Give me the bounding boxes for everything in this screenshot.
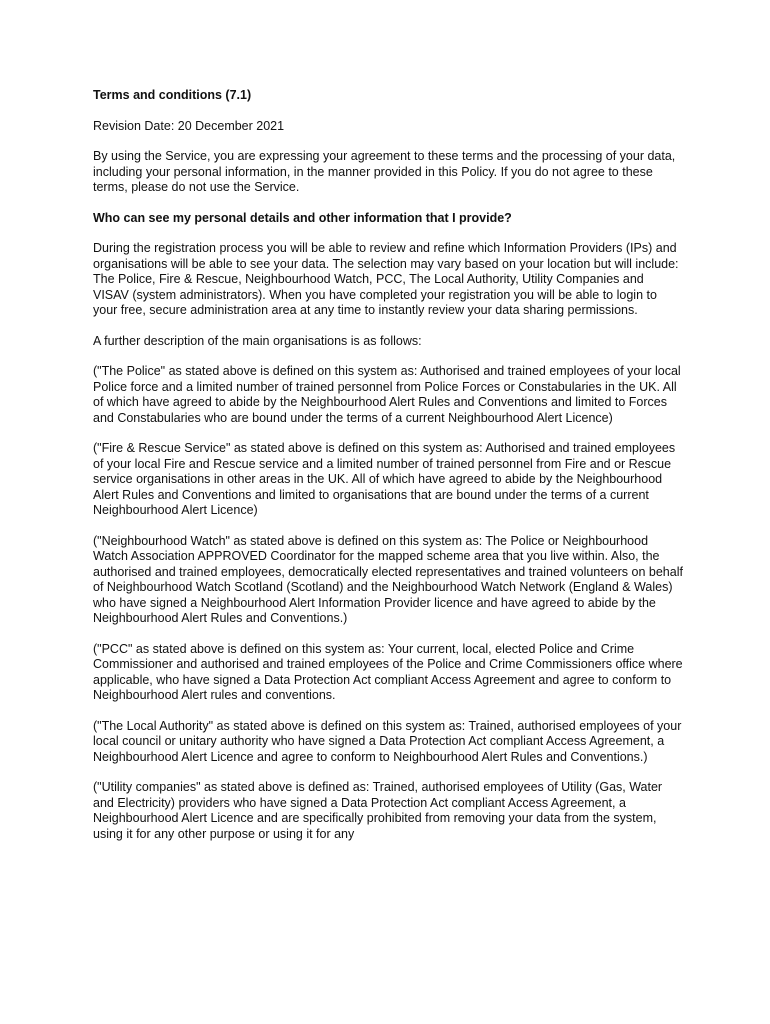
document-page xyxy=(93,88,683,857)
section-heading: Who can see my personal details and other information that I provide? xyxy=(93,210,512,225)
further-description-paragraph: A further description of the main organisations is as follows: xyxy=(93,333,422,348)
document-title: Terms and conditions (7.1) xyxy=(93,88,252,102)
fire-rescue-definition-paragraph: ("Fire & Rescue Service" as stated above is defined on this system as: Authorised and trained employees of your local Fire and Rescue service and a limited number of trained personnel from Fire and or Rescue service organisations in other areas in the UK. All of which have agreed to abide by the Neighbourhood Alert Rules and Conventions and limited to organisations that are bound under the terms of a current Neighbourhood Alert Licence) xyxy=(93,441,676,517)
intro-paragraph: By using the Service, you are expressing your agreement to these terms and the processing of your data, including your personal information, in the manner provided in this Policy. If you do not agree to these terms, please do not use the Service. xyxy=(93,149,676,194)
utility-definition-paragraph: ("Utility companies" as stated above is defined as: Trained, authorised employees of Utility (Gas, Water and Electricity) providers who have signed a Data Protection Act compliant Access Agreement, a Neighbourhood Alert Licence and are specifically prohibited from removing your data from the system, using it for any other purpose or using it for any xyxy=(93,780,663,841)
neighbourhood-watch-definition-paragraph: ("Neighbourhood Watch" as stated above is defined on this system as: The Police or Neighbourhood Watch Association APPROVED Coordinator for the mapped scheme area that you live within. Also, the authorised and trained employees, democratically elected representatives and trained volunteers on behalf of Neighbourhood Watch Scotland (Scotland) and the Neighbourhood Watch Network (England & Wales) who have signed a Neighbourhood Alert Information Provider licence and have agreed to abide by the Neighbourhood Alert Rules and Conventions.) xyxy=(93,533,683,625)
revision-date: Revision Date: 20 December 2021 xyxy=(93,118,285,133)
police-definition-paragraph: ("The Police" as stated above is defined on this system as: Authorised and trained employees of your local Police force and a limited number of trained personnel from Police Forces or Constabularies in the UK. All of which have agreed to abide by the Neighbourhood Alert Rules and Conventions and limited to Forces and Constabularies who are bound under the terms of a current Neighbourhood Alert Licence) xyxy=(93,364,681,425)
local-authority-definition-paragraph: ("The Local Authority" as stated above is defined on this system as: Trained, authorised employees of your local council or unitary authority who have signed a Data Protection Act compliant Access Agreement, a Neighbourhood Alert Licence and agree to conform to Neighbourhood Alert Rules and Conventions.) xyxy=(93,718,682,764)
pcc-definition-paragraph: ("PCC" as stated above is defined on this system as: Your current, local, elected Police and Crime Commissioner and authorised and trained employees of the Police and Crime Commissioners office where applicable, who have signed a Data Protection Act compliant Access Agreement and agree to conform to Neighbourhood Alert rules and conventions. xyxy=(93,641,683,702)
registration-paragraph: During the registration process you will be able to review and refine which Information Providers (IPs) and organisations will be able to see your data. The selection may vary based on your location but will include: The Police, Fire & Rescue, Neighbourhood Watch, PCC, The Local Authority, Utility Companies and VISAV (system administrators). When you have completed your registration you will be able to login to your free, secure administration area at any time to instantly review your data sharing permissions. xyxy=(93,241,679,317)
